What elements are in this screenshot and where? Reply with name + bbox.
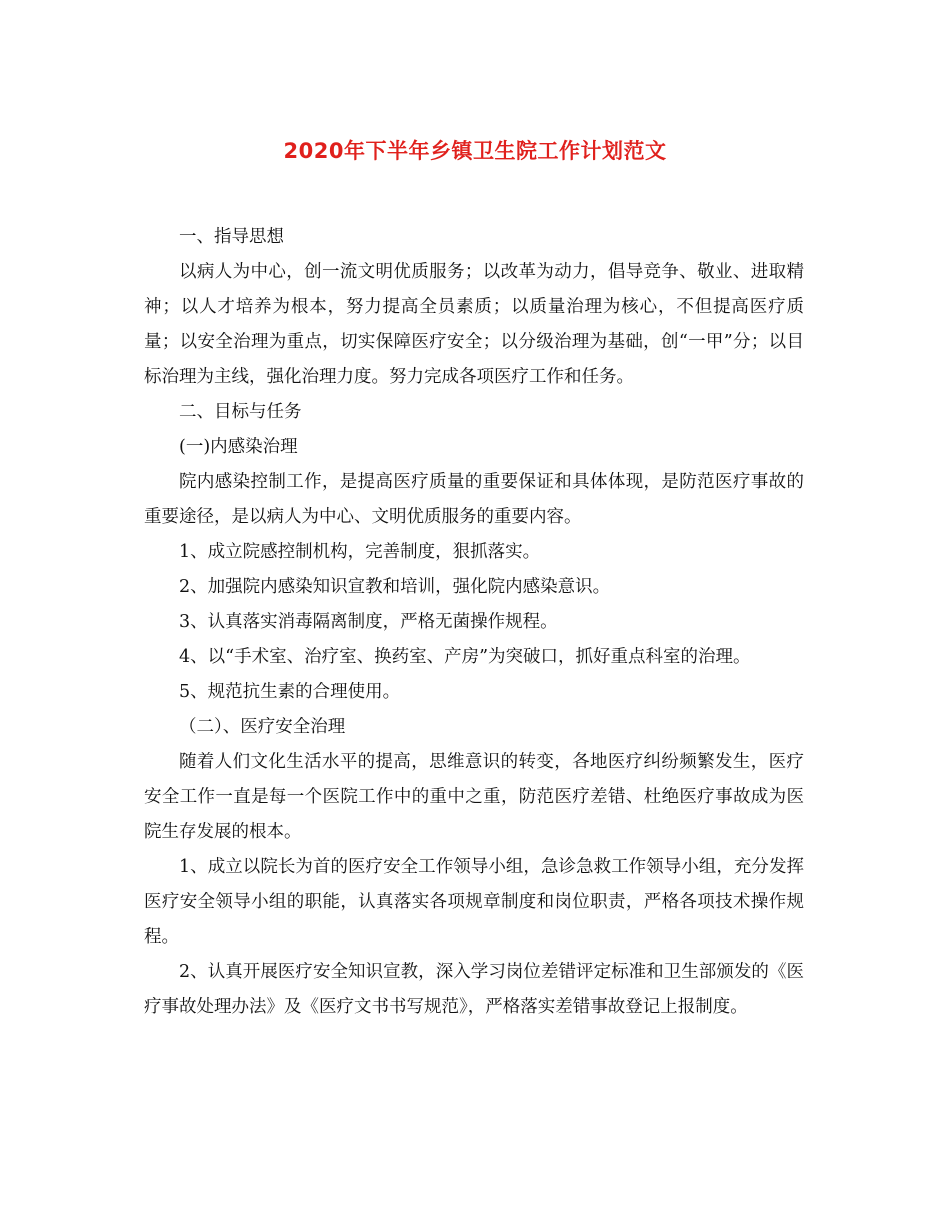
subheading-infection-control: (一)内感染治理: [179, 437, 298, 457]
list-item-safety-2: 2、认真开展医疗安全知识宣教，深入学习岗位差错评定标准和卫生部颁发的《医疗事故处理办法》及《医疗文书书写规范》，严格落实差错事故登记上报制度。: [144, 962, 804, 1017]
paragraph-infection-control: 院内感染控制工作，是提高医疗质量的重要保证和具体体现，是防范医疗事故的重要途径，是以病人为中心、文明优质服务的重要内容。: [144, 472, 804, 527]
heading-goals-and-tasks: 二、目标与任务: [179, 402, 302, 422]
list-item-infection-5: 5、规范抗生素的合理使用。: [179, 682, 401, 702]
paragraph-medical-safety: 随着人们文化生活水平的提高，思维意识的转变，各地医疗纠纷频繁发生，医疗安全工作一直是每一个医院工作中的重中之重，防范医疗差错、杜绝医疗事故成为医院生存发展的根本。: [144, 752, 804, 842]
document-title: 2020年下半年乡镇卫生院工作计划范文: [283, 139, 667, 163]
list-item-infection-3: 3、认真落实消毒隔离制度，严格无菌操作规程。: [179, 612, 558, 632]
paragraph-guiding-ideology: 以病人为中心，创一流文明优质服务；以改革为动力，倡导竞争、敬业、进取精神；以人才培养为根本，努力提高全员素质；以质量治理为核心，不但提高医疗质量；以安全治理为重点，切实保障医疗安全；以分级治理为基础，创“一甲”分；以目标治理为主线，强化治理力度。努力完成各项医疗工作和任务。: [144, 262, 804, 387]
subheading-medical-safety: （二）、医疗安全治理: [179, 717, 346, 737]
list-item-safety-1: 1、成立以院长为首的医疗安全工作领导小组，急诊急救工作领导小组，充分发挥医疗安全领导小组的职能，认真落实各项规章制度和岗位职责，严格各项技术操作规程。: [144, 857, 804, 947]
list-item-infection-4: 4、以“手术室、治疗室、换药室、产房”为突破口，抓好重点科室的治理。: [179, 647, 751, 667]
heading-guiding-ideology: 一、指导思想: [179, 227, 284, 247]
list-item-infection-2: 2、加强院内感染知识宣教和培训，强化院内感染意识。: [179, 577, 611, 597]
document-body: [144, 220, 804, 1025]
list-item-infection-1: 1、成立院感控制机构，完善制度，狠抓落实。: [179, 542, 541, 562]
